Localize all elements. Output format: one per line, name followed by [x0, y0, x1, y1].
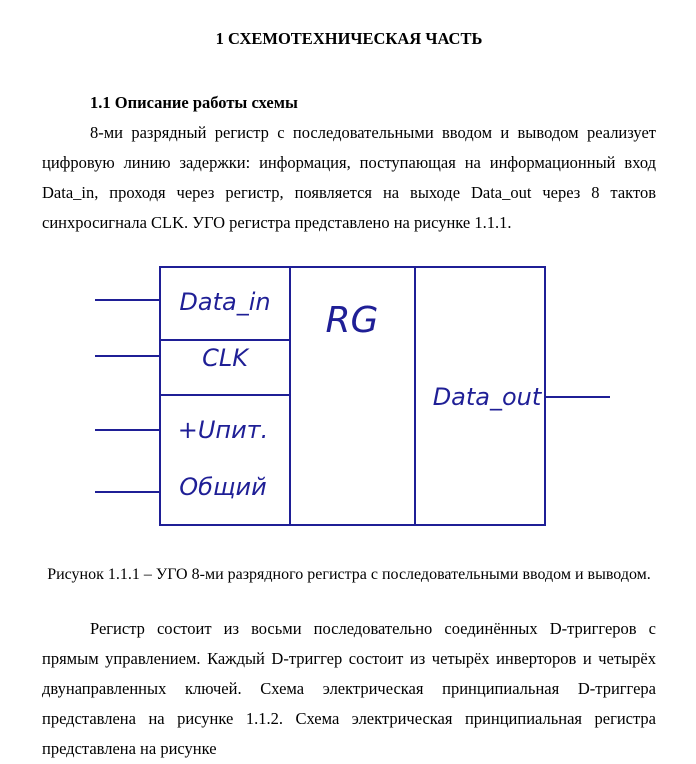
figure-caption: Рисунок 1.1.1 – УГО 8-ми разрядного регистра с последовательными вводом и выводом. [47, 566, 651, 583]
label-data-in: Data_in [179, 288, 271, 316]
label-power: +Uпит. [177, 416, 269, 444]
label-ground: Общий [179, 473, 267, 501]
section-heading: 1.1 Описание работы схемы [90, 93, 298, 112]
page-title: 1 СХЕМОТЕХНИЧЕСКАЯ ЧАСТЬ [215, 29, 483, 48]
label-clk: CLK [202, 344, 248, 372]
paragraph-intro: 8-ми разрядный регистр с последовательными вводом и выводом реализует цифровую линию задержки: информация, поступающая на информационный вход Data_in, проходя через регистр, появляется на выходе Data_out через 8 тактов синхросигнала CLK. УГО регистра представлено на рисунке 1.1.1. [42, 123, 656, 232]
label-rg: RG [325, 300, 379, 341]
register-symbol-diagram [0, 256, 696, 530]
paragraph-register-description: Регистр состоит из восьми последовательно соединённых D-триггеров с прямым управлением. Каждый D-триггер состоит из четырёх инверторов и четырёх двунаправленных ключей. Схема электрическая принципиальная D-триггера представлена на рисунке 1.1.2. Схема электрическая принципиальная регистра представлена на рисунке [42, 619, 656, 758]
label-data-out: Data_out [432, 383, 542, 411]
